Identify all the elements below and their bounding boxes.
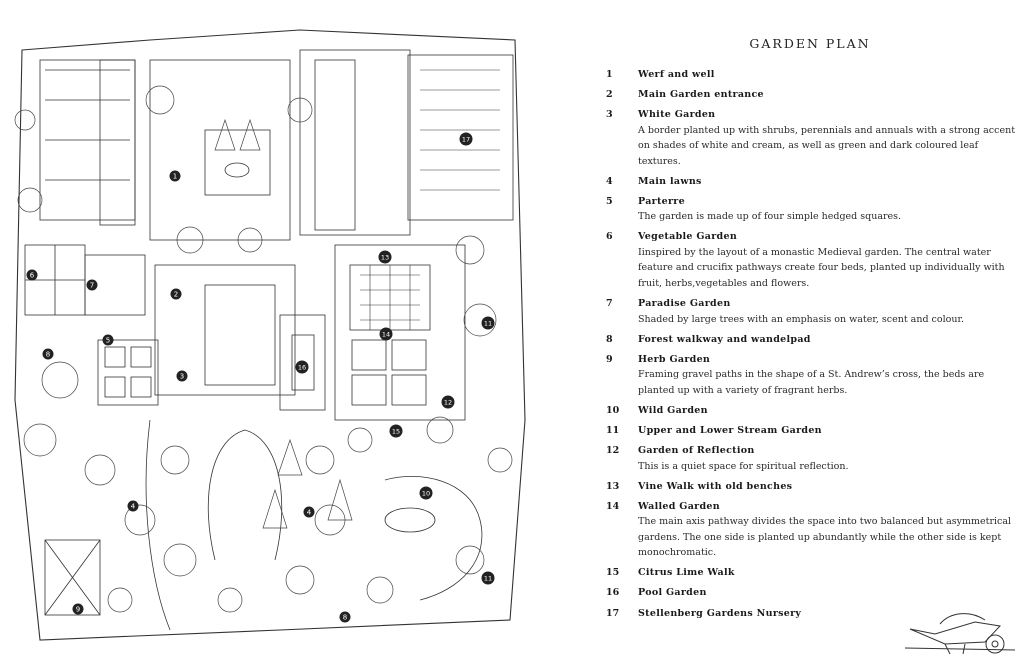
legend-entry	[600, 229, 1020, 291]
legend-entry	[600, 194, 1020, 225]
legend-entry-number: 5	[606, 195, 613, 207]
map-marker-label: 9	[75, 605, 81, 614]
map-marker-8	[340, 612, 351, 623]
map-marker-label: 5	[105, 336, 111, 345]
map-marker-label: 14	[381, 330, 391, 339]
legend-entry-name: Pool Garden	[638, 587, 707, 599]
legend-entry-number: 9	[606, 353, 613, 365]
legend-entry-name: Werf and well	[638, 69, 715, 80]
legend-entry-number: 1	[606, 69, 613, 80]
map-marker-11	[482, 317, 495, 330]
map-marker-8	[43, 349, 54, 360]
legend-entry	[600, 585, 1020, 601]
garden-plan-legend	[600, 36, 1020, 626]
legend-entry	[600, 296, 1020, 327]
legend-entry-name: Walled Garden	[638, 500, 720, 512]
map-marker-label: 8	[45, 350, 51, 359]
map-marker-label: 11	[483, 319, 493, 328]
legend-entry-name: Herb Garden	[638, 353, 711, 365]
legend-entry-number: 16	[606, 587, 620, 599]
legend-entry	[600, 87, 1020, 103]
legend-entry-number: 7	[606, 298, 613, 310]
legend-entry	[600, 352, 1020, 399]
legend-entry	[600, 67, 1020, 83]
map-marker-2	[171, 289, 182, 300]
legend-entry-number: 10	[606, 404, 620, 416]
map-markers	[27, 133, 495, 623]
legend-entry-description: Shaded by large trees with an emphasis on water, scent and colour.	[638, 313, 964, 325]
legend-title: GARDEN PLAN	[749, 36, 871, 51]
legend-entry-description: The garden is made up of four simple hedged squares.	[638, 211, 902, 223]
legend-entry	[600, 403, 1020, 419]
map-marker-label: 15	[391, 427, 401, 436]
map-marker-10	[420, 487, 433, 500]
legend-entry-description: Framing gravel paths in the shape of a St. Andrew’s cross, the beds are planted up with a variety of fragrant herbs.	[638, 369, 985, 396]
wheelbarrow-icon	[905, 604, 1020, 656]
map-marker-15	[390, 425, 403, 438]
map-marker-7	[87, 280, 98, 291]
legend-entry-name: Forest walkway and wandelpad	[638, 333, 811, 345]
legend-entry	[600, 423, 1020, 439]
map-marker-12	[442, 396, 455, 409]
legend-entry-number: 15	[606, 567, 620, 579]
map-marker-label: 2	[173, 290, 179, 299]
map-marker-label: 3	[179, 372, 185, 381]
map-marker-6	[27, 270, 38, 281]
map-marker-5	[103, 335, 114, 346]
map-marker-4	[304, 507, 315, 518]
map-marker-1	[170, 171, 181, 182]
map-marker-label: 7	[89, 281, 95, 290]
legend-entry	[600, 332, 1020, 348]
legend-entries	[600, 67, 1020, 621]
legend-entry-number: 6	[606, 231, 613, 243]
legend-entry-description: The main axis pathway divides the space into two balanced but asymmetrical gardens. The one side is planted up abundantly while the other side is kept monochromatic.	[638, 516, 1012, 559]
map-marker-label: 13	[380, 253, 390, 262]
map-marker-14	[380, 328, 393, 341]
legend-entry-number: 8	[606, 333, 613, 345]
legend-entry	[600, 443, 1020, 474]
legend-entry-description: Iinspired by the layout of a monastic Medieval garden. The central water feature and crucifix pathways create four beds, planted up individually with fruit, herbs,vegetables and flowers.	[638, 246, 1005, 289]
legend-entry	[600, 499, 1020, 561]
map-marker-label: 4	[130, 502, 136, 511]
map-marker-label: 8	[342, 613, 348, 622]
legend-entry-description: A border planted up with shrubs, perennials and annuals with a strong accent on shades of white and cream, as well as green and dark coloured leaf textures.	[638, 124, 1016, 167]
legend-entry-name: White Garden	[638, 109, 716, 121]
map-marker-11	[482, 572, 495, 585]
map-marker-13	[379, 251, 392, 264]
map-marker-label: 12	[443, 398, 453, 407]
legend-entry-name: Citrus Lime Walk	[638, 567, 735, 579]
legend-entry-name: Paradise Garden	[638, 298, 731, 310]
map-marker-label: 11	[483, 574, 493, 583]
legend-entry-number: 2	[606, 89, 613, 101]
map-marker-label: 16	[297, 363, 307, 372]
map-marker-9	[73, 604, 84, 615]
legend-entry-name: Garden of Reflection	[638, 445, 755, 457]
map-marker-label: 4	[306, 508, 312, 517]
map-marker-17	[460, 133, 473, 146]
legend-entry-name: Stellenberg Gardens Nursery	[638, 607, 802, 619]
legend-entry-name: Main Garden entrance	[638, 89, 764, 101]
legend-entry-number: 14	[606, 500, 620, 512]
legend-entry-description: This is a quiet space for spiritual reflection.	[638, 460, 849, 472]
legend-entry	[600, 174, 1020, 190]
legend-entry	[600, 565, 1020, 581]
legend-entry-number: 11	[606, 424, 620, 436]
legend-entry-number: 13	[606, 480, 620, 492]
map-marker-label: 6	[29, 271, 35, 280]
legend-entry-name: Vine Walk with old benches	[638, 480, 793, 492]
map-marker-16	[296, 361, 309, 374]
map-marker-label: 1	[172, 172, 178, 181]
map-marker-4	[128, 501, 139, 512]
map-marker-3	[177, 371, 188, 382]
legend-entry-name: Wild Garden	[638, 404, 708, 416]
legend-entry-name: Main lawns	[638, 175, 702, 187]
legend-entry-number: 3	[606, 109, 613, 121]
legend-entry	[600, 107, 1020, 169]
legend-entry	[600, 479, 1020, 495]
map-marker-label: 10	[421, 489, 431, 498]
map-marker-label: 17	[461, 135, 471, 144]
legend-entry-number: 17	[606, 607, 620, 619]
legend-entry-number: 12	[606, 445, 620, 457]
legend-entry-name: Upper and Lower Stream Garden	[638, 424, 822, 436]
legend-entry-number: 4	[606, 175, 613, 187]
legend-entry-name: Parterre	[638, 195, 685, 207]
legend-entry-name: Vegetable Garden	[638, 231, 738, 243]
